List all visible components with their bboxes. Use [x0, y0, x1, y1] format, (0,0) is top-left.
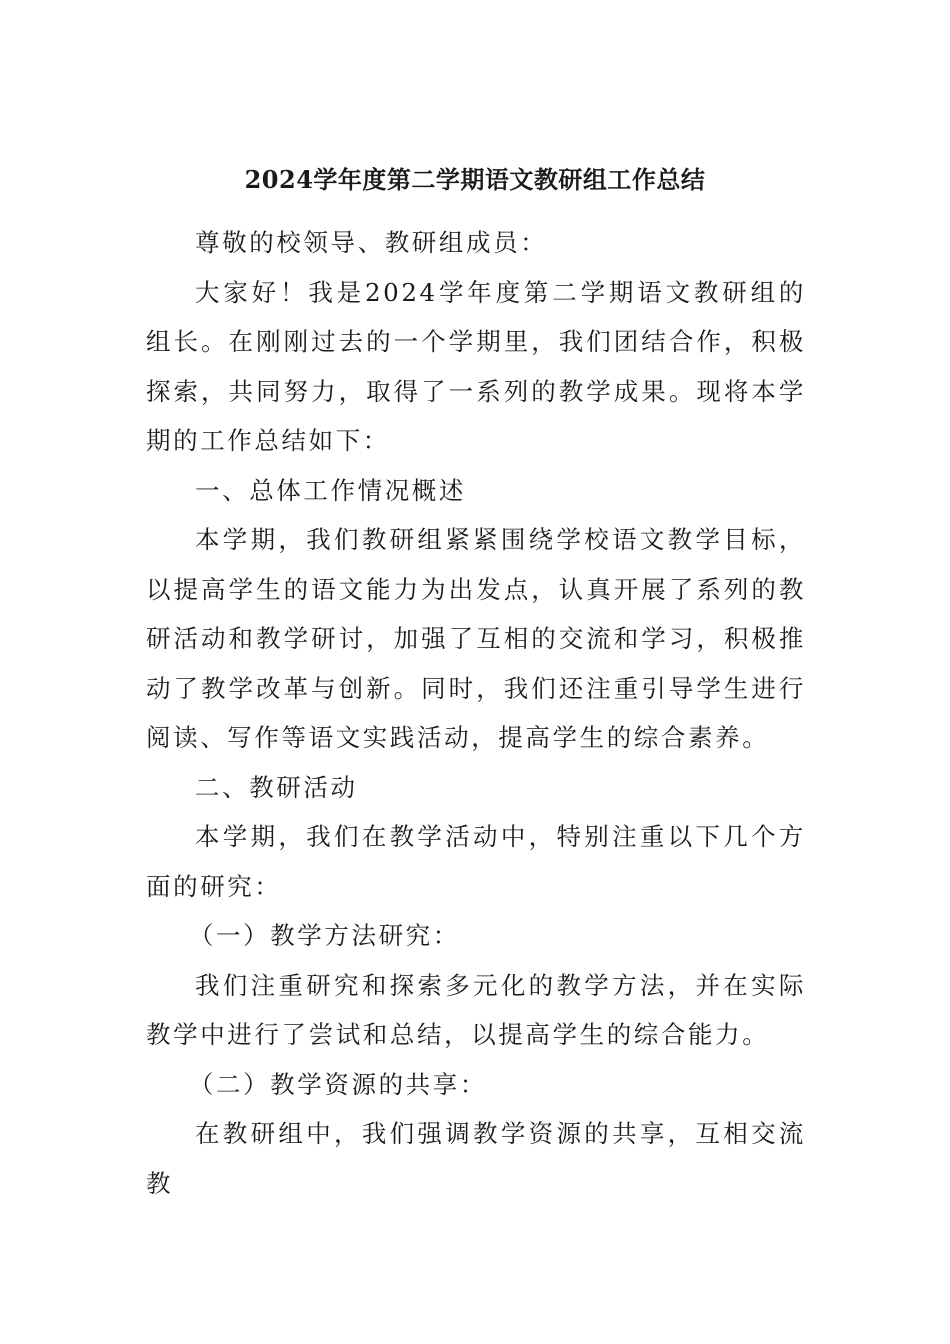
intro-paragraph: 大家好！我是2024学年度第二学期语文教研组的组长。在刚刚过去的一个学期里，我们团结合作，积极探索，共同努力，取得了一系列的教学成果。现将本学期的工作总结如下：: [146, 277, 806, 455]
resources-paragraph: 在教研组中，我们强调教学资源的共享，互相交流教: [146, 1119, 806, 1198]
overview-paragraph: 本学期，我们教研组紧紧围绕学校语文教学目标，以提高学生的语文能力为出发点，认真开展了系列的教研活动和教学研讨，加强了互相的交流和学习，积极推动了教学改革与创新。同时，我们还注重引导学生进行阅读、写作等语文实践活动，提高学生的综合素养。: [146, 525, 806, 752]
document-body: [146, 218, 806, 1208]
subsection-heading-methods: （一）教学方法研究：: [188, 921, 460, 950]
section-heading-activities: 二、教研活动: [195, 772, 358, 802]
section-heading-overview: 一、总体工作情况概述: [195, 475, 466, 505]
activities-paragraph: 本学期，我们在教学活动中，特别注重以下几个方面的研究：: [146, 822, 806, 901]
document-title: 2024学年度第二学期语文教研组工作总结: [244, 165, 706, 194]
methods-paragraph: 我们注重研究和探索多元化的教学方法，并在实际教学中进行了尝试和总结，以提高学生的综合能力。: [146, 970, 806, 1049]
subsection-heading-resources: （二）教学资源的共享：: [188, 1069, 487, 1099]
salutation-paragraph: 尊敬的校领导、教研组成员：: [195, 228, 548, 257]
